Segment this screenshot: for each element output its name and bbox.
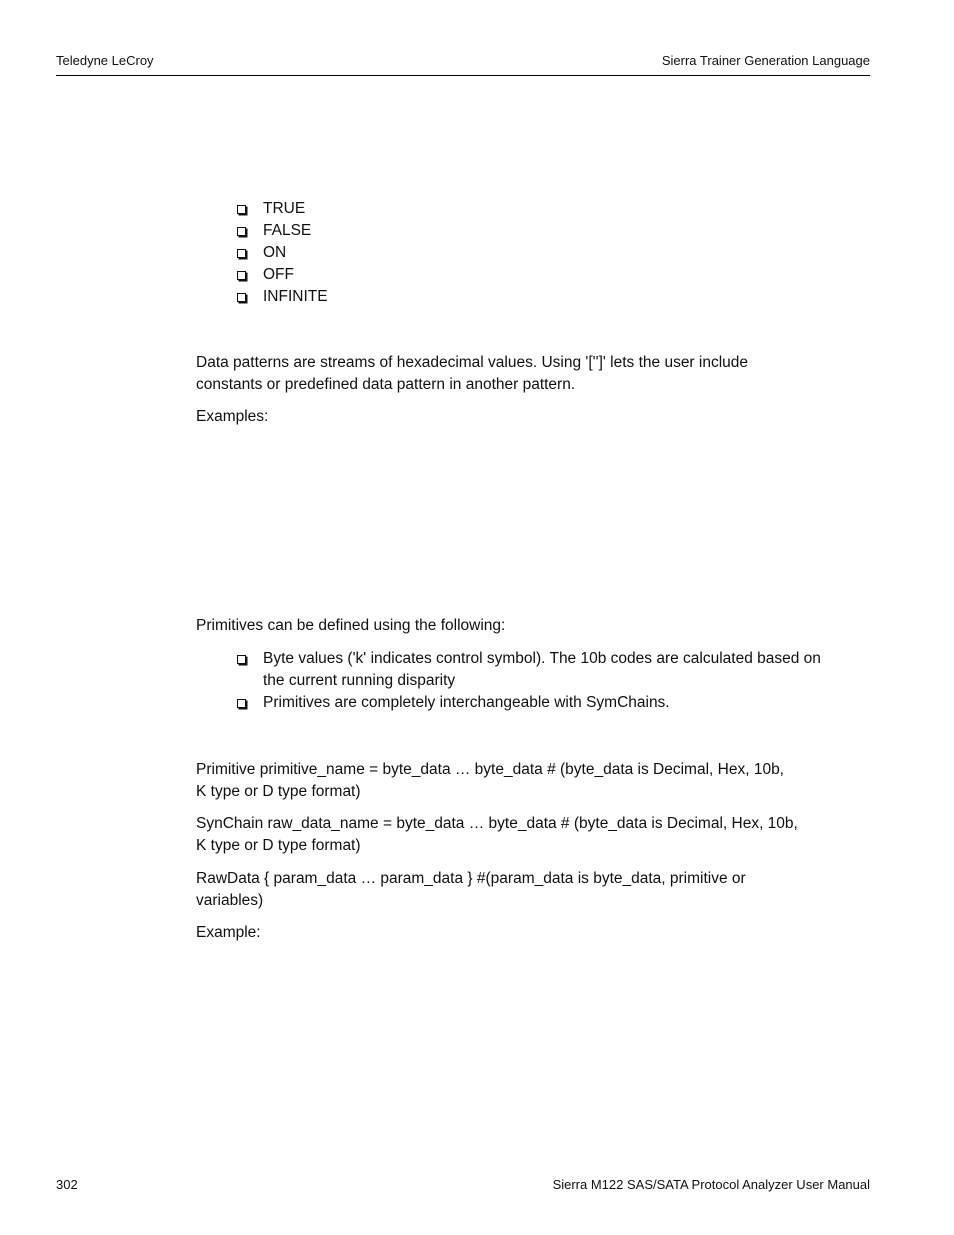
examples-label: Examples: xyxy=(196,408,269,425)
checkbox-bullet-icon xyxy=(237,249,246,258)
header-section-title: Sierra Trainer Generation Language xyxy=(661,53,870,68)
synchain-syntax: SynChain raw_data_name = byte_data … byte_data # (byte_data is Decimal, Hex, 10b, K type or D type format) xyxy=(196,815,798,854)
header-company: Teledyne LeCroy xyxy=(56,53,154,68)
example-label: Example: xyxy=(196,924,261,941)
checkbox-bullet-icon xyxy=(237,655,246,664)
rawdata-syntax: RawData { param_data … param_data } #(param_data is byte_data, primitive or variables) xyxy=(196,870,746,909)
keyword-list xyxy=(237,198,328,308)
list-item: Primitives are completely interchangeable with SymChains. xyxy=(237,692,821,714)
list-item: ON xyxy=(237,242,328,264)
primitives-list xyxy=(237,648,821,714)
checkbox-bullet-icon xyxy=(237,205,246,214)
primitives-intro: Primitives can be defined using the following: xyxy=(196,617,506,634)
checkbox-bullet-icon xyxy=(237,293,246,302)
checkbox-bullet-icon xyxy=(237,271,246,280)
checkbox-bullet-icon xyxy=(237,699,246,708)
page-header xyxy=(56,53,870,76)
list-item: Byte values ('k' indicates control symbol). The 10b codes are calculated based on the current running disparity xyxy=(237,648,821,692)
manual-title: Sierra M122 SAS/SATA Protocol Analyzer User Manual xyxy=(552,1177,870,1192)
list-item: OFF xyxy=(237,264,328,286)
page-footer xyxy=(56,1177,870,1197)
page-number: 302 xyxy=(56,1177,78,1192)
checkbox-bullet-icon xyxy=(237,227,246,236)
list-item: TRUE xyxy=(237,198,328,220)
list-item: FALSE xyxy=(237,220,328,242)
list-item: INFINITE xyxy=(237,286,328,308)
primitive-syntax: Primitive primitive_name = byte_data … byte_data # (byte_data is Decimal, Hex, 10b, K type or D type format) xyxy=(196,761,784,800)
data-patterns-paragraph: Data patterns are streams of hexadecimal values. Using '['']' lets the user include constants or predefined data pattern in another pattern. xyxy=(196,354,749,393)
